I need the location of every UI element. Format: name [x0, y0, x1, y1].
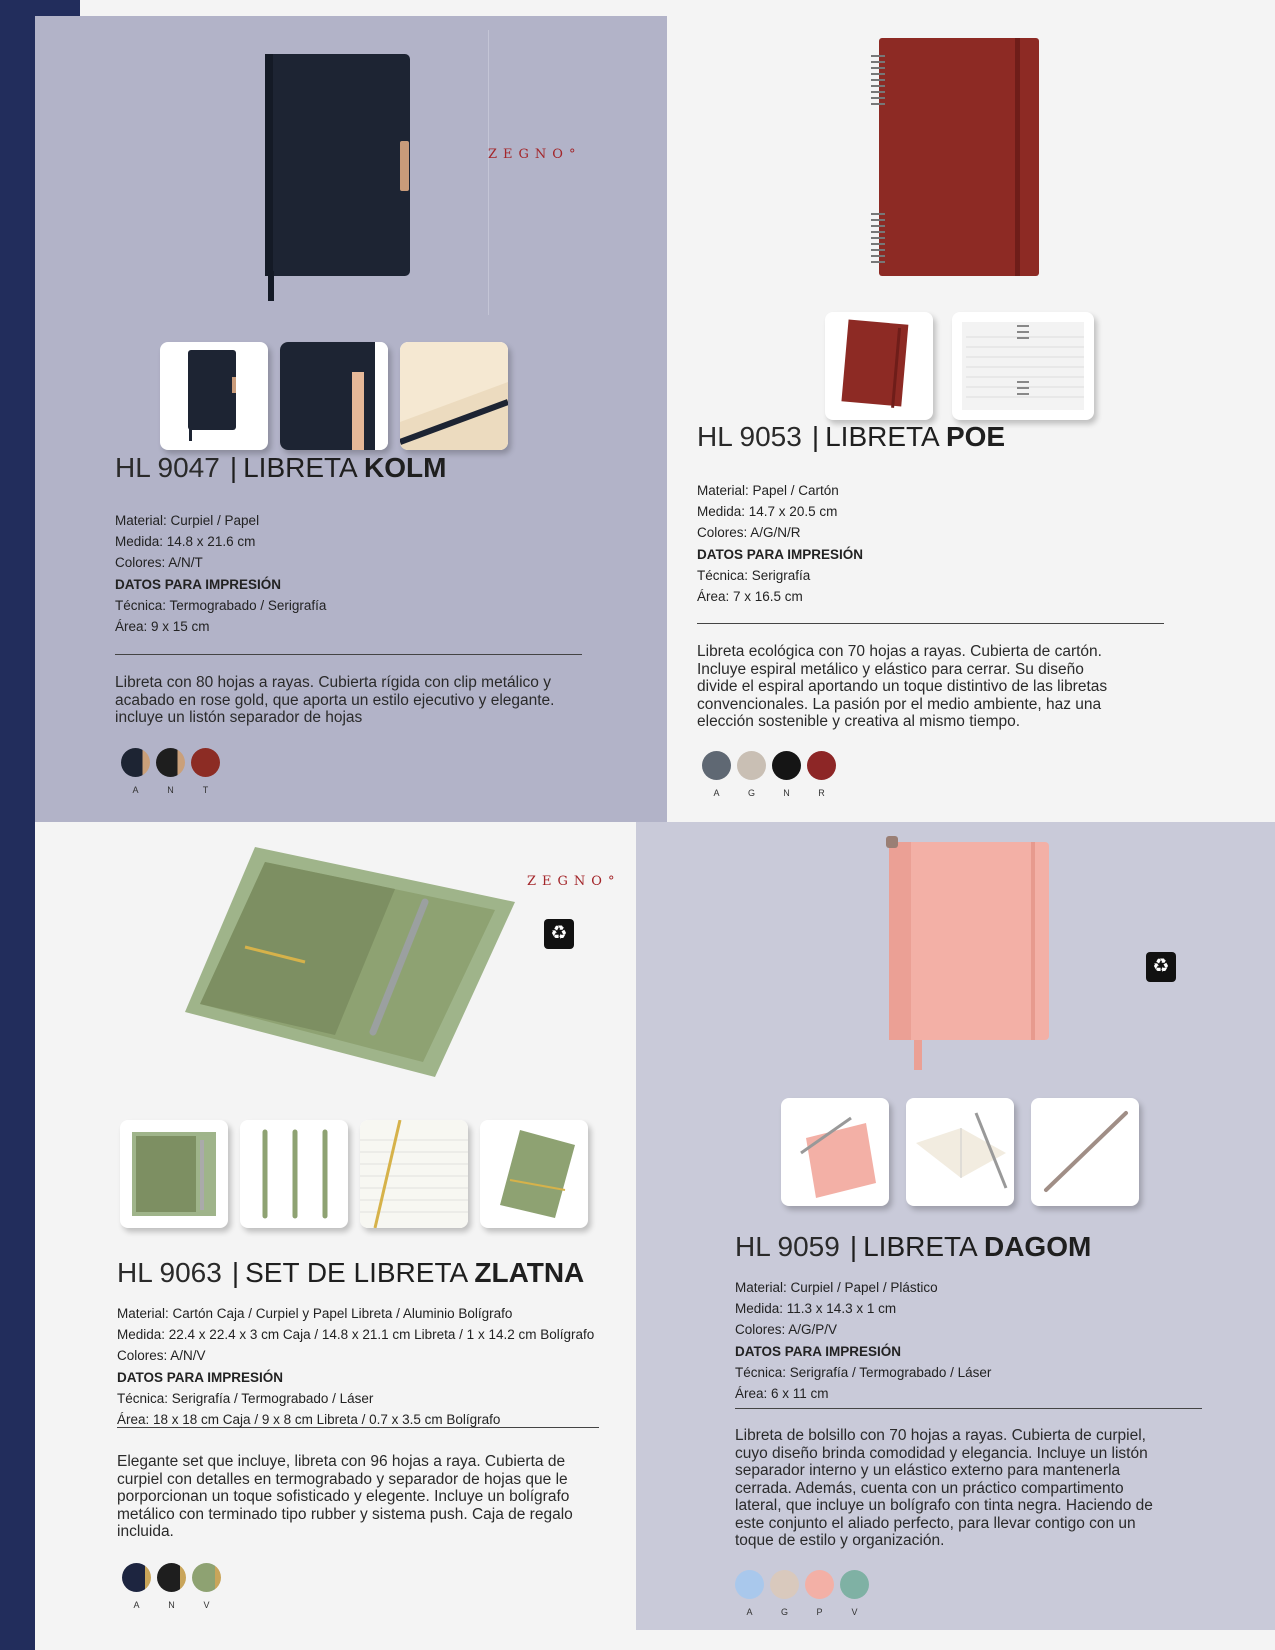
- spec-tecnica: Técnica: Serigrafía / Termograbado / Láser: [117, 1391, 374, 1406]
- thumbnail-kolm-3[interactable]: [400, 342, 508, 450]
- swatch-a[interactable]: A: [702, 751, 731, 798]
- swatch-n[interactable]: N: [772, 751, 801, 798]
- swatch-a[interactable]: A: [122, 1563, 151, 1610]
- spec-tecnica: Técnica: Termograbado / Serigrafía: [115, 598, 327, 613]
- print-data-header: DATOS PARA IMPRESIÓN: [115, 577, 282, 592]
- product-title: HL 9059 | LIBRETA DAGOM: [735, 1231, 1092, 1262]
- swatch-v[interactable]: V: [192, 1563, 221, 1610]
- thumbnail-poe-1[interactable]: [825, 312, 933, 420]
- notebook-poe-image: [867, 36, 1047, 296]
- swatch-g[interactable]: G: [737, 751, 766, 798]
- notebook-set-zlatna-image: [185, 842, 515, 1082]
- spec-medida: Medida: 22.4 x 22.4 x 3 cm Caja / 14.8 x 21.1 cm Libreta / 1 x 14.2 cm Bolígrafo: [117, 1327, 595, 1342]
- color-swatches: [121, 748, 220, 795]
- swatch-n[interactable]: N: [156, 748, 185, 795]
- product-title: HL 9047 | LIBRETA KOLM: [115, 452, 447, 483]
- thumbnail-dagom-3[interactable]: [1031, 1098, 1139, 1206]
- spec-medida: Medida: 14.7 x 20.5 cm: [697, 504, 838, 519]
- product-description: Libreta de bolsillo con 70 hojas a rayas. Cubierta de curpiel, cuyo diseño brinda comodidad y elegancia. Incluye un listón separador interno y un elástico externo para mantenerla cerrada. Además, cuenta con un práctico compartimento lateral, que incluye un bolígrafo con tinta negra. Haciendo de este conjunto el aliado perfecto, para llevar contigo con un toque de estilo y organización.: [735, 1427, 1153, 1549]
- product-description: Libreta con 80 hojas a rayas. Cubierta rígida con clip metálico y acabado en rose gold, que aporta un estilo ejecutivo y elegante. incluye un listón separador de hojas: [115, 674, 555, 726]
- product-title: HL 9063 | SET DE LIBRETA ZLATNA: [117, 1257, 585, 1288]
- product-card-poe: [667, 16, 1275, 822]
- spec-list: [735, 1277, 991, 1404]
- product-description: Elegante set que incluye, libreta con 96 hojas a raya. Cubierta de curpiel con detalles en termograbado y separador de hojas que le porporcionan un toque sofisticado y elegente. Incluye un bolígrafo metálico con terminado tipo rubber y sistema push. Caja de regalo incluida.: [117, 1453, 573, 1540]
- spec-area: Área: 6 x 11 cm: [735, 1386, 829, 1401]
- zegno-logo: ZEGNO°: [488, 147, 582, 162]
- thumbnail-dagom-1[interactable]: [781, 1098, 889, 1206]
- spec-area: Área: 7 x 16.5 cm: [697, 589, 803, 604]
- swatch-r[interactable]: R: [807, 751, 836, 798]
- spec-medida: Medida: 11.3 x 14.3 x 1 cm: [735, 1301, 897, 1316]
- thumbnail-poe-2[interactable]: [952, 312, 1094, 420]
- divider-line: [488, 30, 489, 315]
- spec-list: [115, 510, 326, 637]
- spec-area: Área: 9 x 15 cm: [115, 619, 210, 634]
- eco-icon: ♻: [1146, 952, 1176, 982]
- notebook-kolm-image: [260, 51, 430, 316]
- color-swatches: [122, 1563, 221, 1610]
- color-swatches: [702, 751, 836, 798]
- spec-colores: Colores: A/N/V: [117, 1348, 206, 1363]
- thumbnail-dagom-2[interactable]: [906, 1098, 1014, 1206]
- spec-material: Material: Papel / Cartón: [697, 483, 839, 498]
- spec-colores: Colores: A/N/T: [115, 555, 203, 570]
- thumbnail-kolm-2[interactable]: [280, 342, 388, 450]
- thumbnail-zlatna-2[interactable]: [240, 1120, 348, 1228]
- color-swatches: [735, 1570, 869, 1617]
- notebook-dagom-image: [881, 834, 1051, 1074]
- swatch-g[interactable]: G: [770, 1570, 799, 1617]
- spec-colores: Colores: A/G/P/V: [735, 1322, 838, 1337]
- divider-rule: [697, 623, 1164, 624]
- divider-rule: [117, 1427, 599, 1428]
- spec-material: Material: Curpiel / Papel: [115, 513, 260, 528]
- swatch-p[interactable]: P: [805, 1570, 834, 1617]
- swatch-t[interactable]: T: [191, 748, 220, 795]
- spec-list: [117, 1303, 594, 1430]
- product-card-kolm: [35, 16, 667, 822]
- spec-material: Material: Cartón Caja / Curpiel y Papel Libreta / Aluminio Bolígrafo: [117, 1306, 513, 1321]
- spec-list: [697, 480, 863, 607]
- swatch-a[interactable]: A: [121, 748, 150, 795]
- product-card-dagom: [636, 822, 1275, 1630]
- thumbnail-zlatna-3[interactable]: [360, 1120, 468, 1228]
- spec-material: Material: Curpiel / Papel / Plástico: [735, 1280, 938, 1295]
- spec-medida: Medida: 14.8 x 21.6 cm: [115, 534, 256, 549]
- divider-rule: [735, 1408, 1202, 1409]
- product-card-zlatna: [35, 822, 636, 1650]
- spec-tecnica: Técnica: Serigrafía / Termograbado / Láser: [735, 1365, 992, 1380]
- spec-tecnica: Técnica: Serigrafía: [697, 568, 811, 583]
- divider-rule: [115, 654, 582, 655]
- print-data-header: DATOS PARA IMPRESIÓN: [735, 1344, 902, 1359]
- product-description: Libreta ecológica con 70 hojas a rayas. Cubierta de cartón. Incluye espiral metálico y elástico para cerrar. Su diseño divide el espiral aportando un toque distintivo de las libretas convencionales. La pasión por el medio ambiente, haz una elección sostenible y creativa al mismo tiempo.: [697, 643, 1108, 730]
- swatch-v[interactable]: V: [840, 1570, 869, 1617]
- eco-icon: ♻: [544, 919, 574, 949]
- thumbnail-zlatna-4[interactable]: [480, 1120, 588, 1228]
- thumbnail-zlatna-1[interactable]: [120, 1120, 228, 1228]
- swatch-a[interactable]: A: [735, 1570, 764, 1617]
- spec-colores: Colores: A/G/N/R: [697, 525, 801, 540]
- print-data-header: DATOS PARA IMPRESIÓN: [697, 547, 864, 562]
- spec-area: Área: 18 x 18 cm Caja / 9 x 8 cm Libreta / 0.7 x 3.5 cm Bolígrafo: [117, 1412, 501, 1427]
- thumbnail-kolm-1[interactable]: [160, 342, 268, 450]
- print-data-header: DATOS PARA IMPRESIÓN: [117, 1370, 284, 1385]
- zegno-logo: ZEGNO°: [527, 874, 621, 889]
- swatch-n[interactable]: N: [157, 1563, 186, 1610]
- product-title: HL 9053 | LIBRETA POE: [697, 421, 1006, 452]
